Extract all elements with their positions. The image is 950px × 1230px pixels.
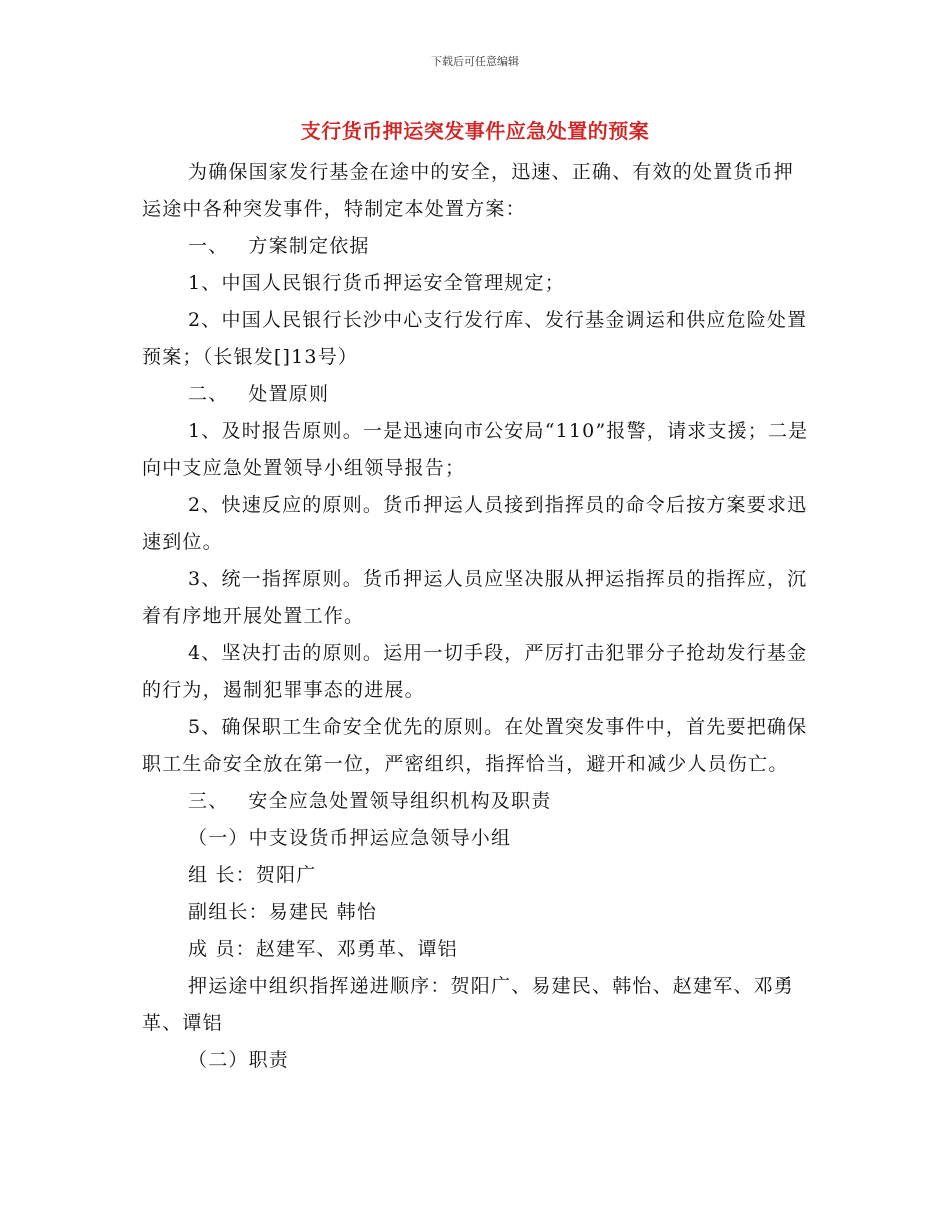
deputy-line: 副组长：易建民 韩怡 [188,901,378,923]
intro-paragraph: 为确保国家发行基金在途中的安全，迅速、正确、有效的处置货币押运途中各种突发事件，特制定本处置方案： [142,161,795,220]
list-item: 1、中国人民银行货币押运安全管理规定； [188,272,565,294]
section-number: 三、 [188,790,229,812]
section-heading [142,783,810,820]
section-number: 二、 [188,383,229,405]
list-item: 2、快速反应的原则。货币押运人员接到指挥员的命令后按方案要求迅速到位。 [142,494,808,553]
command-order-paragraph: 押运途中组织指挥递进顺序：贺阳广、易建民、韩怡、赵建军、邓勇革、谭铝 [142,975,795,1034]
section-number: 一、 [188,235,229,257]
document-body [142,154,810,1079]
page-header: 下载后可任意编辑 [431,55,519,68]
section-heading [142,228,810,265]
list-item: 3、统一指挥原则。货币押运人员应坚决服从押运指挥员的指挥应，沉着有序地开展处置工作。 [142,568,808,627]
subsection-heading: （二）职责 [188,1049,290,1071]
leader-line: 组 长：贺阳广 [188,864,317,886]
list-item: 4、坚决打击的原则。运用一切手段，严厉打击犯罪分子抢劫发行基金的行为，遏制犯罪事态的进展。 [142,642,808,701]
section-title: 处置原则 [248,383,330,405]
members-line: 成 员：赵建军、邓勇革、谭铝 [188,938,458,960]
list-item: 1、及时报告原则。一是迅速向市公安局“110”报警，请求支援；二是向中支应急处置领导小组领导报告； [142,420,809,479]
document-title: 支行货币押运突发事件应急处置的预案 [300,119,650,143]
section-heading [142,376,810,413]
section-title: 安全应急处置领导组织机构及职责 [248,790,552,812]
list-item: 2、中国人民银行长沙中心支行发行库、发行基金调运和供应危险处置预案；（长银发[]13号） [142,309,808,368]
list-item: 5、确保职工生命安全优先的原则。在处置突发事件中，首先要把确保职工生命安全放在第一位，严密组织，指挥恰当，避开和减少人员伤亡。 [142,716,808,775]
subsection-heading: （一）中支设货币押运应急领导小组 [188,827,512,849]
section-title: 方案制定依据 [248,235,370,257]
